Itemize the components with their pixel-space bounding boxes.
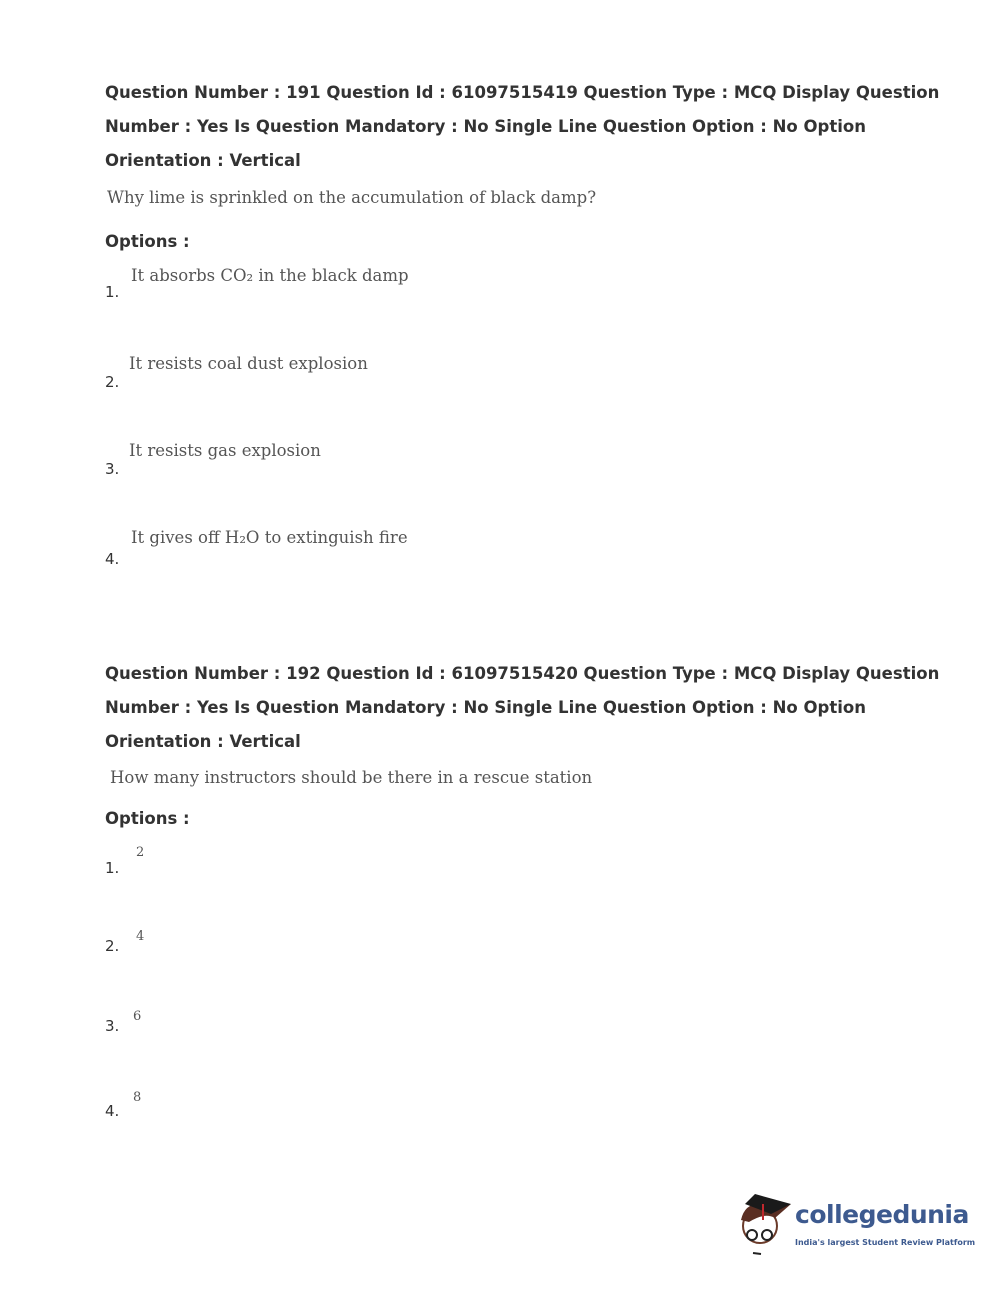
option-number: 4. (105, 550, 120, 568)
option-text: It absorbs CO₂ in the black damp (131, 266, 409, 285)
option-number: 2. (105, 937, 120, 955)
logo-tagline: India's largest Student Review Platform (795, 1238, 976, 1247)
question-header: Orientation : Vertical (105, 151, 301, 170)
option-number: 2. (105, 373, 120, 391)
option-text: 6 (133, 1009, 142, 1024)
option-number: 1. (105, 283, 120, 301)
option-number: 3. (105, 1017, 120, 1035)
mascot-icon (735, 1190, 793, 1260)
question-header: Number : Yes Is Question Mandatory : No Single Line Question Option : No Option (105, 117, 866, 136)
question-text: How many instructors should be there in a rescue station (110, 768, 593, 787)
option-text: 4 (136, 929, 145, 944)
question-header: Orientation : Vertical (105, 732, 301, 751)
collegedunia-logo (735, 1190, 976, 1260)
option-text: It resists gas explosion (129, 441, 321, 460)
question-text: Why lime is sprinkled on the accumulation of black damp? (107, 188, 597, 207)
option-text: It resists coal dust explosion (129, 354, 368, 373)
option-number: 3. (105, 460, 120, 478)
option-text: 8 (133, 1090, 142, 1105)
question-header: Number : Yes Is Question Mandatory : No Single Line Question Option : No Option (105, 698, 866, 717)
question-header: Question Number : 191 Question Id : 61097515419 Question Type : MCQ Display Question (105, 83, 940, 102)
option-number: 4. (105, 1102, 120, 1120)
option-text: 2 (136, 845, 145, 860)
question-header: Question Number : 192 Question Id : 61097515420 Question Type : MCQ Display Question (105, 664, 940, 683)
options-label: Options : (105, 232, 190, 251)
logo-brand: collegedunia (795, 1200, 969, 1229)
option-text: It gives off H₂O to extinguish fire (131, 528, 408, 547)
option-number: 1. (105, 859, 120, 877)
options-label: Options : (105, 809, 190, 828)
